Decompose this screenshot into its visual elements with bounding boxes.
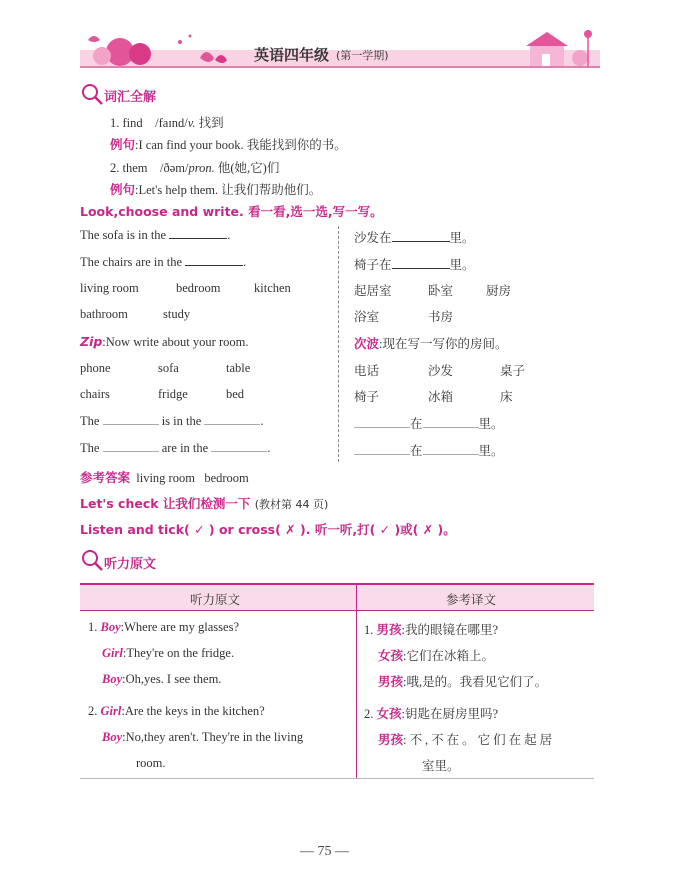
table-col-header-1: 听力原文: [190, 593, 241, 607]
word-bathroom: bathroom: [80, 307, 128, 321]
table-mid-line: [356, 585, 357, 779]
right-sentence-4: 在 里。: [354, 441, 504, 459]
word-phone: phone: [80, 361, 111, 375]
transcript-line: Boy:No,they aren't. They're in the living: [102, 730, 304, 744]
word-living-room-cn: 起居室: [354, 284, 392, 298]
translation-line: 室里。: [422, 759, 460, 773]
look-instruction: Look,choose and write. 看一看,选一选,写一写。: [80, 204, 383, 219]
table-header-line: [80, 610, 594, 611]
table-header-row: [80, 585, 594, 610]
word-kitchen-cn: 厨房: [486, 284, 512, 298]
table-col-header-2: 参考译文: [446, 593, 497, 607]
left-zip-line: Zip:Now write about your room.: [80, 334, 249, 349]
right-sentence-1: 沙发在 里。: [354, 231, 475, 245]
transcript-line: Boy:Oh,yes. I see them.: [102, 672, 222, 686]
vocab-example-2: 例句:Let's help them. 让我们帮助他们。: [110, 182, 322, 197]
translation-line: 男孩:哦,是的。我看见它们了。: [378, 674, 548, 689]
listen-instruction: Listen and tick( ✓ ) or cross( ✗ ). 听一听,打( ✓ )或( ✗ )。: [80, 522, 456, 537]
word-phone-cn: 电话: [354, 364, 380, 378]
right-sentence-3: 在 里。: [354, 414, 504, 432]
word-bed: bed: [226, 387, 245, 401]
word-bedroom-cn: 卧室: [428, 284, 454, 298]
word-bathroom-cn: 浴室: [354, 310, 380, 324]
vocab-word-2: 2. them /ðəm/pron. 他(她,它)们: [110, 161, 280, 175]
left-sentence-3: The is in the .: [80, 414, 264, 428]
table-bottom-line: [80, 778, 594, 779]
reference-answer: 参考答案 living room bedroom: [80, 470, 249, 485]
vocab-example-1: 例句:I can find your book. 我能找到你的书。: [110, 137, 347, 152]
transcript-table: [80, 583, 594, 779]
word-sofa-cn: 沙发: [428, 364, 454, 378]
word-sofa: sofa: [158, 361, 179, 375]
word-chairs-cn: 椅子: [354, 390, 380, 404]
magnifier-icon: [80, 82, 106, 106]
left-sentence-2: The chairs are in the .: [80, 255, 247, 269]
word-study: study: [163, 307, 191, 321]
word-bedroom: bedroom: [176, 281, 221, 295]
word-table: table: [226, 361, 251, 375]
magnifier-icon: [80, 548, 106, 572]
translation-line: 1. 男孩:我的眼镜在哪里?: [364, 622, 499, 637]
right-zip-line: 次波:现在写一写你的房间。: [354, 336, 508, 351]
transcript-heading: 听力原文: [104, 557, 157, 572]
transcript-line: room.: [136, 756, 166, 770]
word-table-cn: 桌子: [500, 364, 526, 378]
word-fridge: fridge: [158, 387, 188, 401]
translation-line: 2. 女孩:钥匙在厨房里吗?: [364, 706, 499, 721]
header-title: 英语四年级: [254, 46, 330, 64]
word-bed-cn: 床: [500, 390, 513, 404]
word-living-room: living room: [80, 281, 139, 295]
vocab-heading: 词汇全解: [104, 90, 157, 105]
page-number: — 75 —: [300, 844, 349, 859]
left-sentence-1: The sofa is in the .: [80, 228, 231, 242]
right-sentence-2: 椅子在 里。: [354, 258, 475, 272]
transcript-line: Girl:They're on the fridge.: [102, 646, 235, 660]
vocab-word-1: 1. find /faɪnd/v. 找到: [110, 116, 224, 130]
left-sentence-4: The are in the .: [80, 441, 271, 455]
word-fridge-cn: 冰箱: [428, 390, 454, 404]
header-subtitle: (第一学期): [336, 49, 389, 62]
lets-check-title: Let's check 让我们检测一下 (教材第 44 页): [80, 496, 329, 511]
transcript-line: 1. Boy:Where are my glasses?: [88, 620, 239, 634]
word-kitchen: kitchen: [254, 281, 291, 295]
word-study-cn: 书房: [428, 310, 454, 324]
word-chairs: chairs: [80, 387, 110, 401]
translation-line: 男孩:不,不在。它们在起居: [378, 732, 556, 747]
transcript-line: 2. Girl:Are the keys in the kitchen?: [88, 704, 265, 718]
page-header: [80, 30, 600, 70]
column-divider: [338, 226, 339, 462]
translation-line: 女孩:它们在冰箱上。: [378, 648, 494, 663]
